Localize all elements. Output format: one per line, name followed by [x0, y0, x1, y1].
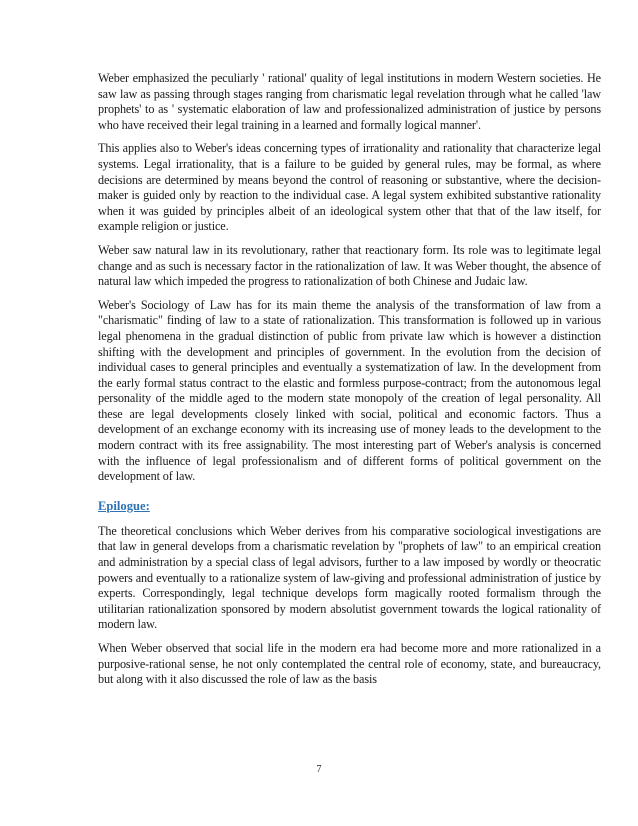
- paragraph-epilogue-modern-era: When Weber observed that social life in the modern era had become more and more rationalized in a purposive-rational sense, he not only contemplated the central role of economy, state, and bureaucracy, but along with it also discussed the role of law as the basis: [98, 641, 601, 687]
- document-page: [98, 71, 601, 696]
- epilogue-heading: Epilogue:: [98, 498, 150, 513]
- paragraph-irrationality-rationality: This applies also to Weber's ideas concerning types of irrationality and rationality that characterize legal systems. Legal irrationality, that is a failure to be guided by general rules, may be formal, as where decisions are determined by means beyond the control of reasoning or substantive, where the decision- maker is guided only by reaction to the individual case. A legal system exhibited substantive rationality when it was guided by principles albeit of an ideological system other that that of the law itself, for example religion or justice.: [98, 141, 601, 234]
- paragraph-sociology-of-law: Weber's Sociology of Law has for its main theme the analysis of the transformation of law from a "charismatic" finding of law to a state of rationalization. This transformation is followed up in various legal phenomena in the gradual distinction of public from private law which is however a distinction shifting with the development and principles of government. In the evolution from the decision of individual cases to general principles and eventually a systematization of law. In the development from the early formal status contract to the elastic and formless purpose-contract; from the autonomous legal personality of the middle aged to the modern state monopoly of the creation of legal personality. All these are legal developments closely linked with social, political and economic factors. Thus a development of an exchange economy with its increasing use of money leads to the development to the modern contract with its free assignability. The most interesting part of Weber's analysis is concerned with the influence of legal professionalism and of different forms of political government on the development of law.: [98, 297, 601, 484]
- paragraph-rational-legal-institutions: Weber emphasized the peculiarly ' rational' quality of legal institutions in modern Western societies. He saw law as passing through stages ranging from charismatic legal revelation through what he called 'law prophets' to as ' systematic elaboration of law and professionalized administration of justice by persons who have received their legal training in a learned and formally logical manner'.: [98, 71, 601, 132]
- paragraph-natural-law: Weber saw natural law in its revolutionary, rather that reactionary form. Its role was to legitimate legal change and as such is necessary factor in the rationalization of law. It was Weber thought, the absence of natural law which impeded the progress to rationalization of both Chinese and Judaic law.: [98, 242, 601, 289]
- page-number: 7: [316, 764, 322, 775]
- paragraph-epilogue-conclusions: The theoretical conclusions which Weber derives from his comparative sociological investigations are that law in general develops from a charismatic revelation by "prophets of law" to an empirical creation and administration by a special class of legal advisors, further to a law imposed by wordly or theocratic powers and eventually to a rationalize system of law-giving and professional administration of justice by experts. Correspondingly, legal technique develops form magically rooted formalism through the utilitarian rationalization sponsored by modern absolutist government towards the logical rationality of modern law.: [98, 523, 601, 632]
